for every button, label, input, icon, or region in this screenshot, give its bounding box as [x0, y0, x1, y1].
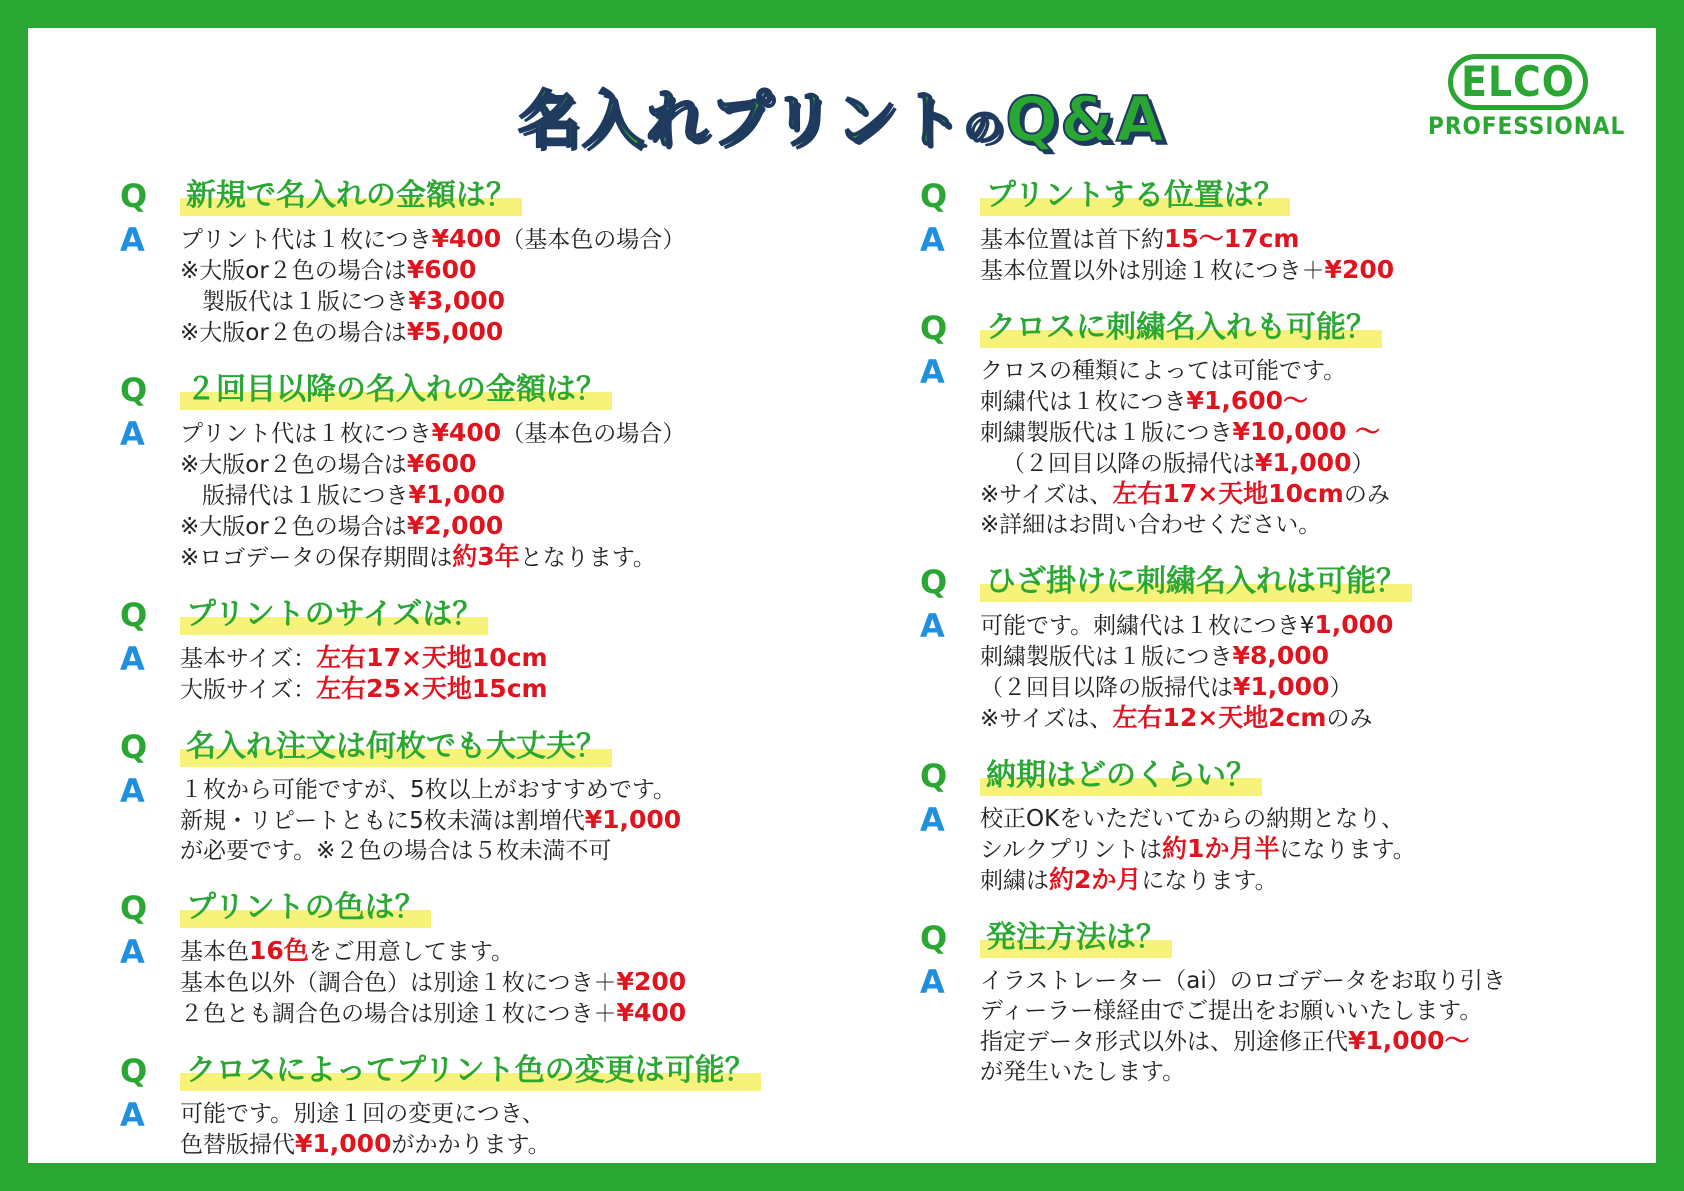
highlight-value: 16色 — [249, 936, 309, 965]
highlight-value: ¥1,000 — [584, 805, 682, 834]
qa-item — [920, 756, 1640, 896]
answer-text: 基本位置は首下約 — [980, 227, 1164, 253]
answer-text: 基本サイズ： — [180, 646, 317, 672]
question-text: プリントする位置は？ — [980, 176, 1290, 216]
highlight-value: ¥200 — [1324, 255, 1395, 284]
answer-line — [980, 224, 1394, 255]
answer-text: ディーラー様経由でご提出をお願いいたします。 — [980, 998, 1483, 1024]
question-row — [120, 727, 860, 767]
answer-line — [180, 542, 685, 573]
answer-line — [980, 386, 1390, 417]
answer-line — [980, 479, 1390, 510]
answer-text: （基本色の場合） — [501, 227, 686, 253]
answer-body — [980, 356, 1390, 540]
elco-logo — [1428, 54, 1626, 140]
answer-text: ） — [1351, 451, 1375, 477]
answer-line — [180, 775, 681, 805]
answer-text: が発生いたします。 — [980, 1059, 1186, 1085]
highlight-value: ¥600 — [406, 449, 477, 478]
answer-body — [180, 1099, 551, 1160]
answer-line — [980, 804, 1416, 834]
highlight-value: ¥400 — [616, 998, 687, 1027]
answer-line — [180, 511, 685, 542]
a-label: A — [920, 221, 945, 259]
answer-text: ２色とも調合色の場合は別途１枚につき＋ — [180, 1001, 617, 1027]
page-title — [28, 70, 1656, 159]
answer-line — [980, 255, 1394, 286]
question-text: 納期はどのくらい？ — [980, 756, 1262, 796]
answer-row — [920, 216, 1640, 286]
question-text: ２回目以降の名入れの金額は？ — [180, 370, 612, 410]
answer-text: 刺繍製版代は１版につき — [980, 644, 1233, 670]
answer-text: のみ — [1343, 482, 1390, 508]
answer-text: ※サイズは、 — [980, 706, 1113, 732]
left-column — [120, 176, 860, 1182]
answer-line — [180, 1099, 551, 1129]
highlight-value: ¥5,000 — [406, 317, 504, 346]
qa-item — [120, 1051, 860, 1160]
answer-body — [180, 643, 548, 705]
qa-item — [120, 595, 860, 705]
answer-row — [120, 635, 860, 705]
answer-text: ） — [1329, 675, 1353, 701]
answer-text: 刺繍代は１枚につき — [980, 389, 1187, 415]
highlight-value: ¥8,000 — [1232, 641, 1330, 670]
right-column — [920, 176, 1640, 1109]
a-label: A — [120, 221, 145, 259]
answer-text: ※詳細はお問い合わせください。 — [980, 512, 1322, 538]
highlight-value: 左右25×天地15cm — [316, 674, 548, 703]
answer-line — [180, 643, 548, 674]
q-label: Q — [120, 371, 148, 409]
q-label: Q — [120, 889, 148, 927]
answer-line — [180, 418, 685, 449]
question-row — [120, 176, 860, 216]
highlight-value: 約3年 — [452, 542, 520, 571]
answer-body — [180, 224, 685, 348]
highlight-value: 左右17×天地10cm — [316, 643, 548, 672]
answer-line — [980, 1026, 1506, 1057]
answer-text: 色替版掃代 — [180, 1132, 295, 1158]
answer-row — [920, 958, 1640, 1087]
highlight-value: ¥1,600〜 — [1186, 386, 1309, 415]
answer-body — [980, 966, 1506, 1087]
highlight-value: ¥1,000 — [1255, 448, 1352, 477]
qa-item — [920, 562, 1640, 734]
highlight-value: ¥1,000 — [1233, 672, 1330, 701]
title-main: 名入れプリント — [517, 83, 964, 156]
question-row — [920, 918, 1640, 958]
question-row — [120, 595, 860, 635]
answer-text: 新規・リピートともに5枚未満は割増代 — [180, 808, 585, 834]
answer-text: 刺繍製版代は１版につき — [980, 420, 1233, 446]
answer-text: になります。 — [1141, 868, 1278, 894]
q-label: Q — [120, 1052, 148, 1090]
answer-line — [980, 834, 1416, 865]
answer-line — [980, 1057, 1506, 1087]
answer-text: 基本色 — [180, 939, 249, 965]
answer-text: シルクプリントは — [980, 837, 1163, 863]
question-row — [920, 176, 1640, 216]
answer-text: となります。 — [519, 545, 656, 571]
question-text: プリントのサイズは？ — [180, 595, 488, 635]
answer-body — [180, 936, 686, 1029]
a-label: A — [120, 1096, 145, 1134]
qa-sheet — [28, 28, 1656, 1163]
question-row — [120, 1051, 860, 1091]
answer-body — [980, 610, 1393, 734]
answer-line — [180, 836, 681, 866]
answer-text: 基本位置以外は別途１枚につき＋ — [980, 258, 1325, 284]
answer-text: １枚から可能ですが、5枚以上がおすすめです。 — [180, 777, 677, 803]
answer-line — [180, 1129, 551, 1160]
question-row — [920, 562, 1640, 602]
answer-text: 校正OKをいただいてからの納期となり、 — [980, 806, 1405, 832]
answer-line — [980, 417, 1390, 448]
qa-item — [920, 308, 1640, 540]
a-label: A — [920, 607, 945, 645]
highlight-value: 約1か月半 — [1162, 834, 1280, 863]
answer-text: 製版代は１版につき — [202, 289, 409, 315]
answer-text: をご用意してます。 — [308, 939, 514, 965]
answer-line — [980, 996, 1506, 1026]
qa-item — [920, 918, 1640, 1087]
answer-row — [120, 216, 860, 348]
q-label: Q — [120, 728, 148, 766]
title-qa: Q&A — [1005, 83, 1167, 156]
answer-line — [980, 510, 1390, 540]
question-text: クロスに刺繍名入れも可能？ — [980, 308, 1382, 348]
q-label: Q — [920, 309, 948, 347]
qa-item — [120, 727, 860, 866]
answer-line — [180, 449, 685, 480]
answer-line — [980, 703, 1393, 734]
answer-text: 指定データ形式以外は、別途修正代 — [980, 1029, 1348, 1055]
answer-line — [180, 286, 685, 317]
answer-text: ※大版or２色の場合は — [180, 320, 407, 346]
qa-item — [120, 888, 860, 1029]
answer-text: 可能です。刺繍代は１枚につき¥ — [980, 613, 1315, 639]
a-label: A — [120, 933, 145, 971]
answer-line — [980, 966, 1506, 996]
highlight-value: 約2か月 — [1049, 865, 1142, 894]
answer-text: 可能です。別途１回の変更につき、 — [180, 1101, 545, 1127]
highlight-value: ¥200 — [616, 967, 687, 996]
highlight-value: ¥1,000〜 — [1348, 1026, 1470, 1055]
answer-line — [180, 480, 685, 511]
q-label: Q — [920, 919, 948, 957]
highlight-value: 左右17×天地10cm — [1112, 479, 1344, 508]
a-label: A — [120, 415, 145, 453]
answer-text: 基本色以外（調合色）は別途１枚につき＋ — [180, 970, 617, 996]
answer-line — [180, 674, 548, 705]
highlight-value: ¥3,000 — [408, 286, 506, 315]
question-text: プリントの色は？ — [180, 888, 431, 928]
answer-line — [180, 998, 686, 1029]
answer-text: のみ — [1326, 706, 1373, 732]
highlight-value: 左右12×天地2cm — [1112, 703, 1327, 732]
answer-text: クロスの種類によっては可能です。 — [980, 358, 1347, 384]
title-no: の — [963, 105, 1006, 151]
highlight-value: ¥400 — [431, 224, 502, 253]
highlight-value: ¥600 — [406, 255, 477, 284]
answer-text: が必要です。※２色の場合は５枚未満不可 — [180, 838, 612, 864]
answer-line — [180, 317, 685, 348]
answer-line — [980, 672, 1393, 703]
highlight-value: ¥2,000 — [406, 511, 504, 540]
answer-body — [980, 224, 1394, 286]
answer-body — [180, 775, 681, 866]
answer-text: がかかります。 — [391, 1132, 551, 1158]
q-label: Q — [920, 563, 948, 601]
qa-item — [120, 176, 860, 348]
answer-line — [180, 967, 686, 998]
answer-text: になります。 — [1279, 837, 1416, 863]
highlight-value: 1,000 — [1314, 610, 1394, 639]
answer-row — [920, 796, 1640, 896]
logo-subtitle: PROFESSIONAL — [1428, 112, 1626, 140]
answer-text: ※ロゴデータの保存期間は — [180, 545, 453, 571]
answer-body — [980, 804, 1416, 896]
highlight-value: ¥400 — [431, 418, 502, 447]
highlight-value: ¥1,000 — [408, 480, 506, 509]
answer-text: プリント代は１枚につき — [180, 421, 432, 447]
answer-line — [180, 936, 686, 967]
answer-line — [980, 356, 1390, 386]
question-text: 名入れ注文は何枚でも大丈夫？ — [180, 727, 612, 767]
a-label: A — [920, 963, 945, 1001]
question-text: ひざ掛けに刺繍名入れは可能？ — [980, 562, 1412, 602]
highlight-value: ¥1,000 — [295, 1129, 392, 1158]
answer-text: プリント代は１枚につき — [180, 227, 432, 253]
question-row — [120, 370, 860, 410]
question-text: 新規で名入れの金額は？ — [180, 176, 522, 216]
answer-line — [180, 255, 685, 286]
q-label: Q — [120, 177, 148, 215]
qa-item — [920, 176, 1640, 286]
a-label: A — [920, 801, 945, 839]
q-label: Q — [120, 596, 148, 634]
answer-row — [120, 928, 860, 1029]
answer-text: （２回目以降の版掃代は — [980, 675, 1233, 701]
answer-line — [980, 641, 1393, 672]
answer-text: ※大版or２色の場合は — [180, 514, 407, 540]
highlight-value: 15〜17cm — [1164, 224, 1300, 253]
answer-row — [920, 348, 1640, 540]
answer-text: 刺繍は — [980, 868, 1049, 894]
answer-body — [180, 418, 685, 573]
a-label: A — [120, 640, 145, 678]
a-label: A — [920, 353, 945, 391]
answer-text: 版掃代は１版につき — [202, 483, 409, 509]
answer-text: （基本色の場合） — [501, 421, 686, 447]
answer-line — [180, 224, 685, 255]
qa-item — [120, 370, 860, 573]
a-label: A — [120, 772, 145, 810]
answer-line — [180, 805, 681, 836]
answer-row — [920, 602, 1640, 734]
highlight-value: ¥10,000 〜 — [1232, 417, 1381, 446]
answer-text: ※サイズは、 — [980, 482, 1113, 508]
question-row — [920, 756, 1640, 796]
question-row — [120, 888, 860, 928]
answer-line — [980, 448, 1390, 479]
question-row — [920, 308, 1640, 348]
q-label: Q — [920, 757, 948, 795]
answer-text: （２回目以降の版掃代は — [1002, 451, 1255, 477]
question-text: 発注方法は？ — [980, 918, 1172, 958]
answer-line — [980, 610, 1393, 641]
answer-text: ※大版or２色の場合は — [180, 258, 407, 284]
logo-mark: ELCO — [1448, 54, 1588, 110]
answer-text: ※大版or２色の場合は — [180, 452, 407, 478]
answer-row — [120, 1091, 860, 1160]
answer-row — [120, 767, 860, 866]
question-text: クロスによってプリント色の変更は可能？ — [180, 1051, 761, 1091]
answer-text: イラストレーター（ai）のロゴデータをお取り引き — [980, 968, 1506, 994]
answer-row — [120, 410, 860, 573]
answer-text: 大版サイズ： — [180, 677, 317, 703]
answer-line — [980, 865, 1416, 896]
q-label: Q — [920, 177, 948, 215]
